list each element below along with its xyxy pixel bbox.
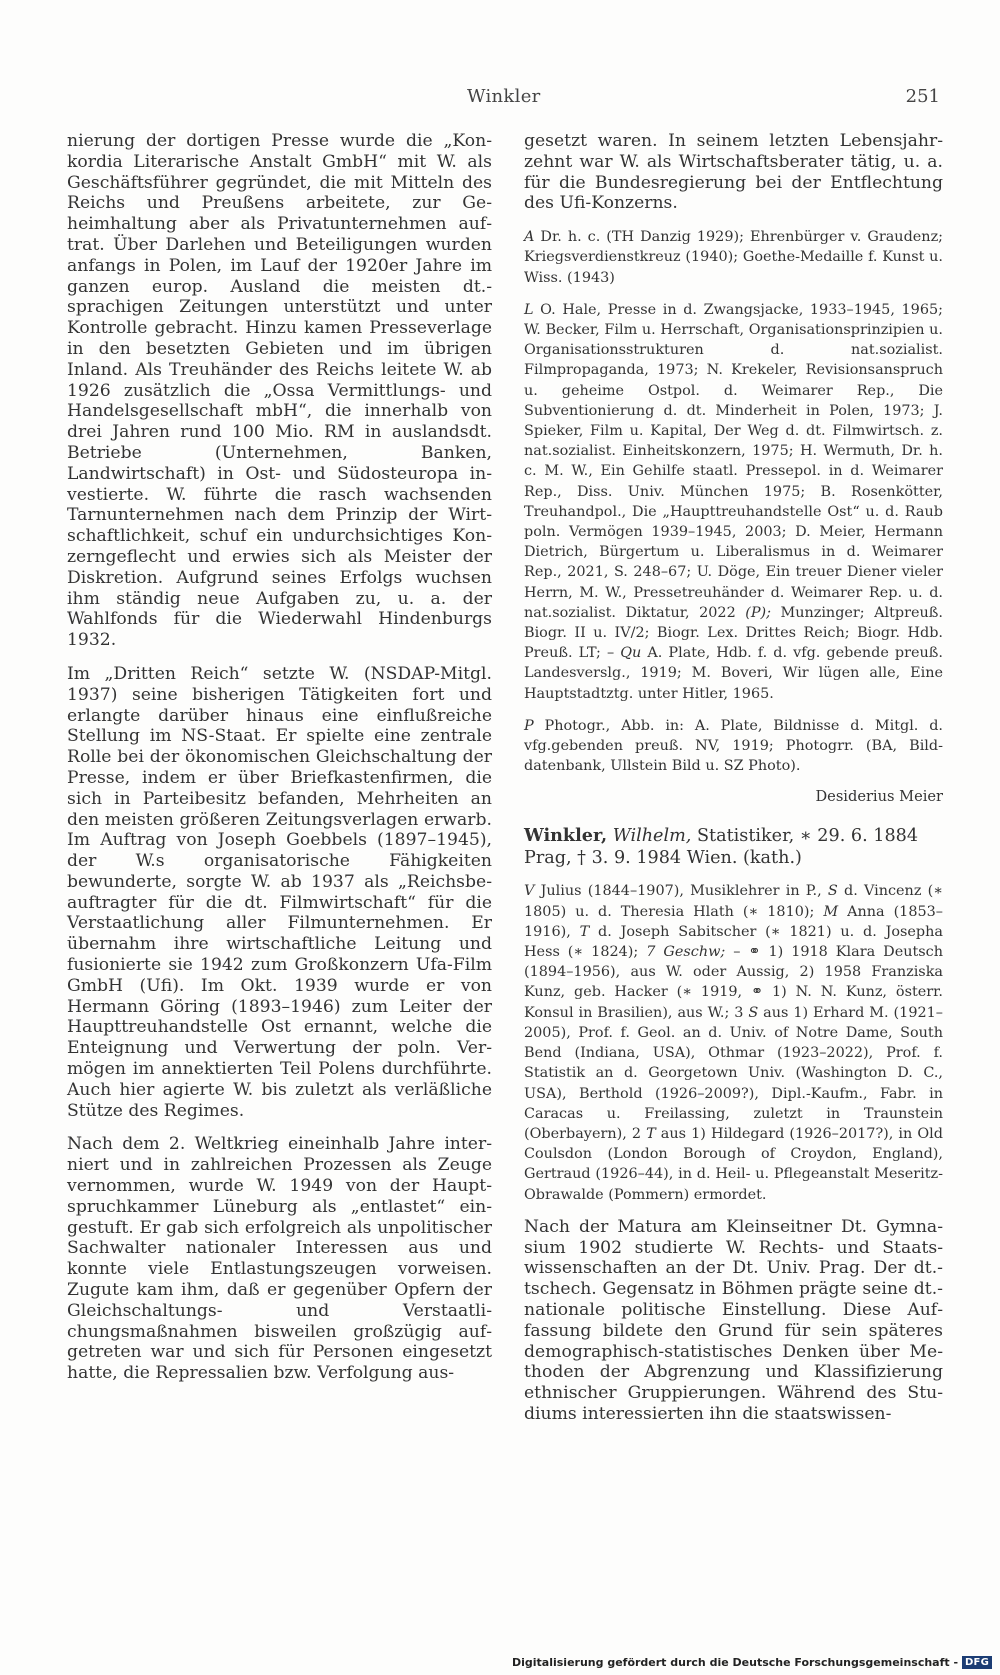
honors-text: Dr. h. c. (TH Danzig 1929); Ehrenbürger v. Graudenz; Kriegsverdienstkreuz (1940); Goethe-Medaille f. Kunst u. Wiss. (1943) [524,229,943,286]
body-paragraph: Nach dem 2. Weltkrieg eineinhalb Jahre interniert und in zahlreichen Prozessen als Zeuge vernommen, wurde W. 1949 von der Hauptspruchkammer Lüneburg als „entlastet“ eingestuft. Er gab sich erfolgreich als unpolitischer Sachwalter nationaler Interessen aus und konnte viele Entlastungszeugen vorweisen. Zugute kam ihm, daß er gegenüber Opfern der Gleichschaltungs- und Verstaatlichungsmaßnahmen bisweilen großzügig aufgetreten war und sich für Personen eingesetzt hatte, die Repressalien bzw. Verfolgung aus- [67,1134,492,1384]
genealogy-text: Julius (1844–1907), Musiklehrer in P., [534,883,828,900]
genealogy-text: d. Vincenz (∗ 1805) u. d. Theresia Hlath (∗ 1810); [524,883,944,920]
body-paragraph: Nach der Matura am Kleinseitner Dt. Gymnasium 1902 studierte W. Rechts- und Staatswissenschaften an der Dt. Univ. Prag. Der dt.-tschech. Gegensatz in Böhmen prägte seine dt.-nationale politische Einstellung. Diese Auffassung bildete den Grund für sein späteres demographisch-statistisches Denken über Methoden der Abgrenzung und Klassifizierung ethnischer Gruppierungen. Während des Studiums interessierten ihn die staatswissen- [524,1216,943,1424]
genealogy-text: – ⚭ 1) 1918 Klara Deutsch (1894–1956), aus W. oder Aussig, 2) 1958 Franziska Kunz, geb. Hacker (∗ 1919, ⚭ 1) N. N. Kunz, österr. Konsul in Brasilien), aus W.; 3 [524,944,943,1021]
entry-given-name: Wilhelm, [612,826,692,847]
genealogy-sigla: S [748,1004,759,1021]
honors-sigla: A [524,229,535,246]
genealogy-sigla: T [579,923,590,940]
genealogy-text: aus 1) Hildegard (1926–2017?), in Old Coulsdon (London Borough of Croydon, England), Gertraud (1926–44), in d. Heil- u. Pflegeanstalt Meseritz-Obrawalde (Pommern) ermordet. [524,1125,943,1203]
literature-text: Munzinger; Altpreuß. Biogr. II u. IV/2; Biogr. Lex. Drittes Reich; Biogr. Hdb. Preuß. LT; – [524,604,943,662]
genealogy-sigla: V [524,883,535,900]
portraits-sigla: P [524,717,534,734]
body-paragraph: nierung der dortigen Presse wurde die „Konkordia Literarische Anstalt GmbH“ mit W. als Geschäftsführer gegründet, die mit Mitteln des Reichs und Preußens arbeitete, zur Geheimhaltung aber als Privatunternehmen auftrat. Über Darlehen und Beteiligungen wurden anfangs in Polen, im Lauf der 1920er Jahre im ganzen europ. Ausland die meisten dt.-sprachigen Zeitungen unterstützt und unter Kontrolle gebracht. Hinzu kamen Presseverlage in den besetzten Gebieten und im übrigen Inland. Als Treuhänder des Reichs leitete W. ab 1926 zusätzlich die „Ossa Vermittlungs- und Handelsgesellschaft mbH“, die innerhalb von drei Jahren rund 100 Mio. RM in auslandsdt. Betriebe (Unternehmen, Banken, Landwirtschaft) in Ost- und Südosteuropa investierte. W. führte die rasch wachsenden Tarnunternehmen nach dem Prinzip der Wirtschaftlichkeit, schuf ein undurchsichtiges Konzerngeflecht und erwies sich als Meister der Diskretion. Aufgrund seines Erfolgs wuchsen ihm ständig neue Aufgaben zu, u. a. der Wahlfonds für die Wiederwahl Hindenburgs 1932. [67,131,492,651]
left-column [67,131,492,1397]
body-paragraph: gesetzt waren. In seinem letzten Lebensjahrzehnt war W. als Wirtschaftsberater tätig, u. a. für die Bundesregierung bei der Entflechtung des Ufi-Konzerns. [524,131,943,214]
genealogy-text: d. Joseph Sabitscher (∗ 1821) u. d. Josepha Hess (∗ 1824); [524,923,943,961]
genealogy-sigla: M [823,903,839,920]
portraits-section [524,716,943,777]
honors-section [524,227,943,288]
digitization-footer [512,1656,992,1669]
running-head: Winkler [467,86,541,107]
body-paragraph: Im „Dritten Reich“ setzte W. (NSDAP-Mitgl. 1937) seine bisherigen Tätigkeiten fort und erlangte darüber hinaus eine einflußreiche Stellung im NS-Staat. Er spielte eine zentrale Rolle bei der ökonomischen Gleichschaltung der Presse, indem er über Briefkastenfirmen, die sich in Parteibesitz befanden, Mehrheiten an den meisten größeren Zeitungsverlagen erwarb. Im Auftrag von Joseph Goebbels (1897–1945), der W.s organisatorische Fähigkeiten bewunderte, sorgte W. ab 1937 als „Reichsbeauftragter für die dt. Filmwirtschaft“ für die Verstaatlichung aller Filmunternehmen. Er übernahm ihre wirtschaftliche Leitung und fusionierte sie 1942 zum Großkonzern Ufa-Film GmbH (Ufi). Im Okt. 1939 wurde er von Hermann Göring (1893–1946) zum Leiter der Haupttreuhandstelle Ost ernannt, welche die Enteignung und Verwertung der poln. Vermögen im annektierten Teil Polens durchführte. Auch hier agierte W. bis zuletzt als verläßliche Stütze des Regimes. [67,663,492,1121]
genealogy-section [524,881,943,1204]
entry-heading [524,825,943,869]
right-column [524,131,943,1438]
genealogy-text: aus 1) Erhard M. (1921–2005), Prof. f. Geol. an d. Univ. of Notre Dame, South Bend (Indiana, USA), Othmar (1923–2022), Prof. f. Statistik an d. Georgetown Univ. (Washington D. C., USA), Berthold (1926–2009?), Dipl.-Kaufm., Fabr. in Caracas u. Freilassing, zuletzt in Traunstein (Oberbayern), 2 [524,1004,943,1142]
dfg-logo: DFG [962,1656,992,1669]
literature-sigla: L [524,301,534,318]
page-header [0,86,1000,112]
literature-section [524,300,943,704]
literature-text: A. Plate, Hdb. f. d. vfg. gebende preuß. Landesverslg., 1919; M. Boveri, Wir lügen alle, Eine Hauptstadtztg. unter Hitler, 1965. [524,645,943,702]
page-number: 251 [905,86,940,107]
genealogy-sigla: 7 Geschw; [646,944,726,961]
genealogy-sigla: S [827,883,838,900]
literature-qu-mark: Qu [620,645,642,662]
author-signature: Desiderius Meier [815,788,943,806]
literature-text: O. Hale, Presse in d. Zwangsjacke, 1933–1945, 1965; W. Becker, Film u. Herrschaft, Organisationsprinzipien u. Organisationsstrukturen d. nat.sozialist. Filmpropaganda, 1973; N. Krekeler, Revisionsanspruch u. geheime Ostpol. d. Weimarer Rep., Die Subventionierung d. dt. Minderheit in Polen, 1973; J. Spieker, Film u. Kapital, Der Weg d. dt. Filmwirtsch. z. nat.sozialist. Einheitskonzern, 1975; H. Wermuth, Dr. h. c. M. W., Ein Gehilfe staatl. Pressepol. in d. Weimarer Rep., Diss. Univ. München 1975; B. Rosenkötter, Treuhandpol., Die „Haupttreuhandstelle Ost“ u. d. Raub poln. Vermögen 1939–1945, 2003; D. Meier, Hermann Dietrich, Bürgertum u. Liberalismus in d. Weimarer Rep., 2021, S. 248–67; U. Döge, Ein treuer Diener vieler Herrn, M. W., Pressetreuhänder d. Weimarer Rep. u. d. nat.sozialist. Diktatur, 2022 [524,301,943,621]
entry-vitals: Statistiker, ∗ 29. 6. 1884 Prag, † 3. 9. 1984 Wien. (kath.) [524,826,919,869]
footer-credit: Digitalisierung gefördert durch die Deutsche Forschungsgemeinschaft - [511,1656,959,1669]
entry-surname: Winkler, [524,825,608,847]
genealogy-sigla: T [646,1125,656,1142]
literature-p-mark: (P); [745,604,771,621]
genealogy-text: Anna (1853–1916), [524,903,943,940]
portraits-text: Photogr., Abb. in: A. Plate, Bildnisse d. Mitgl. d. vfg.gebenden preuß. NV, 1919; Photogrr. (BA, Bilddatenbank, Ullstein Bild u. SZ Photo). [524,717,943,775]
